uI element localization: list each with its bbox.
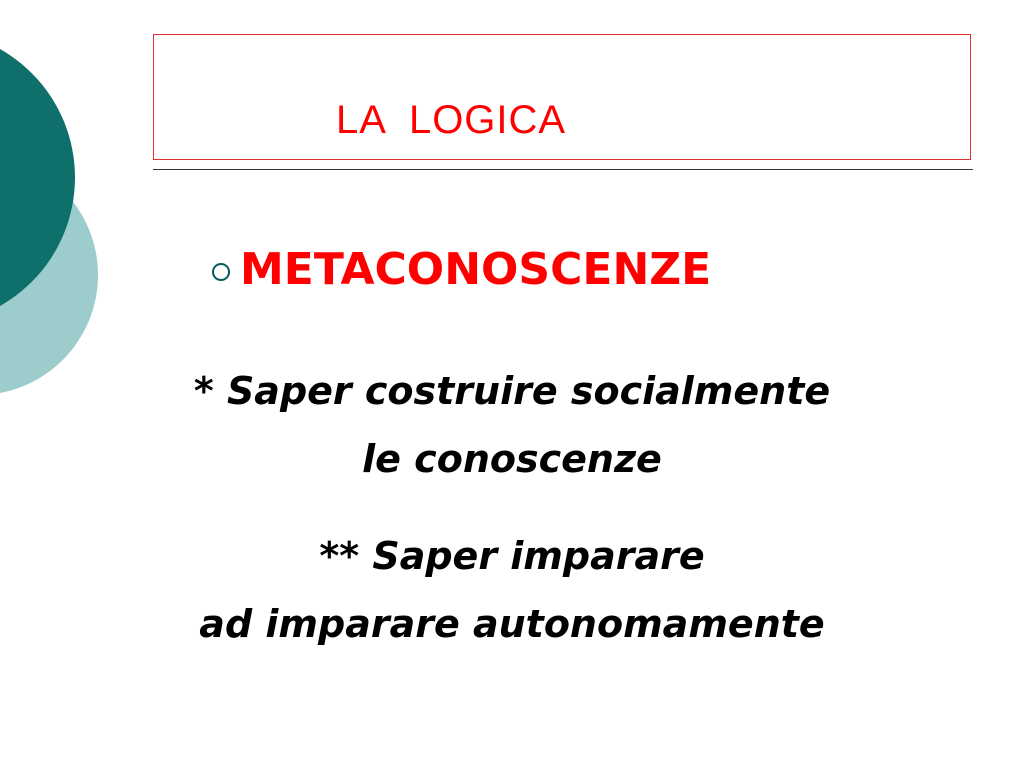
title-divider xyxy=(153,169,973,170)
bullet-item xyxy=(212,244,712,295)
circle-bullet-icon xyxy=(212,263,230,281)
slide-title: LA LOGICA xyxy=(336,98,567,142)
point-2-line-1 xyxy=(0,534,1024,578)
point-2-marker: ** xyxy=(319,534,373,578)
point-1-line-1 xyxy=(0,369,1024,413)
point-1-marker: * xyxy=(193,369,227,413)
point-1-text-1: Saper costruire socialmente xyxy=(226,369,831,413)
point-2-line-2: ad imparare autonomamente xyxy=(199,602,825,646)
point-2-text-1: Saper imparare xyxy=(372,534,705,578)
point-1-line-2: le conoscenze xyxy=(362,437,662,481)
bullet-text: METACONOSCENZE xyxy=(240,244,712,295)
